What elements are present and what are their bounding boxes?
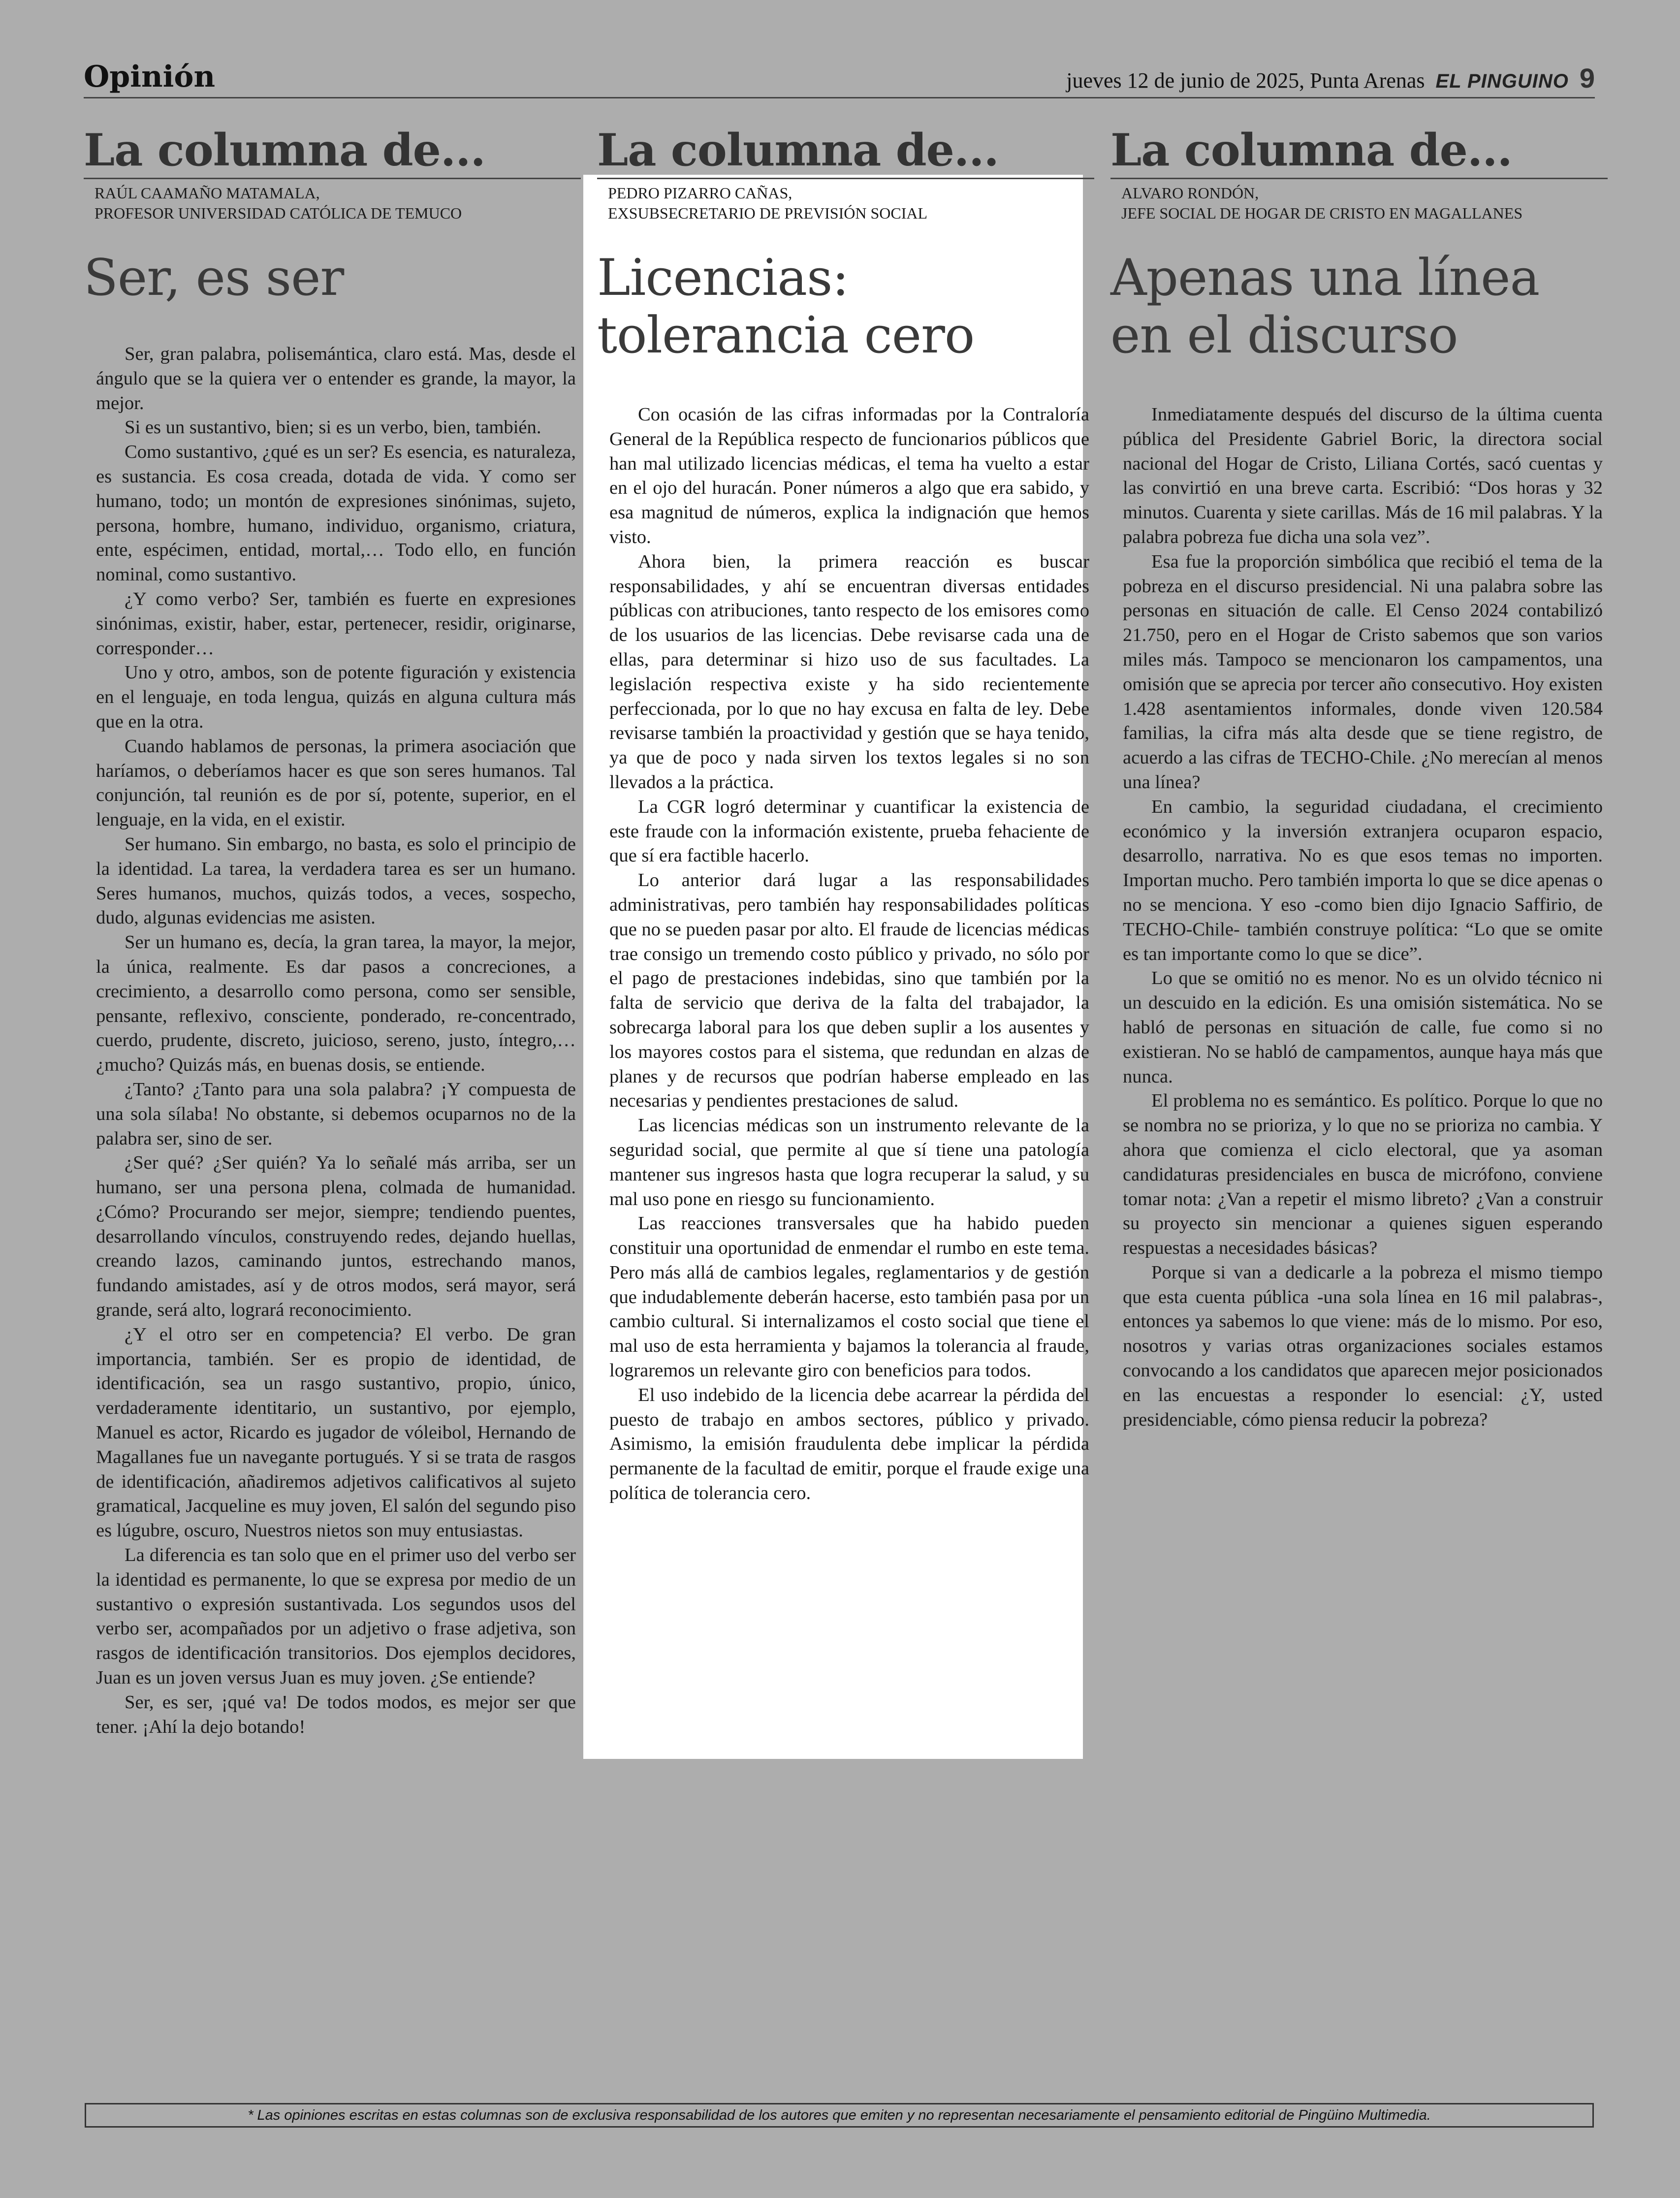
- article-body: [84, 342, 581, 1739]
- headline-line: Apenas una línea: [1110, 249, 1540, 307]
- paragraph: Inmediatamente después del discurso de la última cuenta pública del Presidente Gabriel Boric, la directora social nacional del Hogar de Cristo, Liliana Cortés, sacó cuentas y las convirtió en una breve carta. Escribió: “Dos horas y 32 minutos. Cuarenta y siete carillas. Más de 16 mil palabras. Y la palabra pobreza fue dicha una sola vez”.: [1123, 404, 1603, 547]
- paragraph: ¿Ser qué? ¿Ser quién? Ya lo señalé más arriba, ser un humano, ser una persona plena, colmada de humanidad. ¿Cómo? Procurando ser mejor, siempre; tendiendo puentes, desarrollando vínculos, construyendo redes, dejando huellas, creando lazos, caminando juntos, estrechando manos, fundando amistades, así y de otros modos, será mayor, será grande, será alto, logrará reconocimiento.: [96, 1152, 576, 1321]
- page-number: 9: [1579, 63, 1595, 94]
- author-name: PEDRO PIZARRO CAÑAS,: [608, 184, 792, 202]
- paragraph: ¿Y como verbo? Ser, también es fuerte en expresiones sinónimas, existir, haber, estar, pertenecer, residir, originarse, corresponder…: [96, 588, 576, 659]
- paragraph: Ser humano. Sin embargo, no basta, es solo el principio de la identidad. La tarea, la verdadera tarea es ser un humano. Seres humanos, muchos, quizás todos, a veces, sospecho, dudo, algunas evidencias me asisten.: [96, 833, 576, 928]
- paragraph: El uso indebido de la licencia debe acarrear la pérdida del puesto de trabajo en ambos sectores, público y privado. Asimismo, la emisión fraudulenta debe implicar la pérdida permanente de la facultad de emitir, porque el fraude exige una política de tolerancia cero.: [609, 1384, 1089, 1504]
- paragraph: ¿Y el otro ser en competencia? El verbo. De gran importancia, también. Ser es propio de identidad, de identificación, sea un rasgo sustantivo, propio, único, verdaderamente identitario, un sustantivo, por ejemplo, Manuel es actor, Ricardo es jugador de vóleibol, Hernando de Magallanes fue un navegante portugués. Y si se trata de rasgos de identificación, añadiremos adjetivos calificativos al sujeto gramatical, Jacqueline es muy joven, El salón del segundo piso es lúgubre, oscuro, Nuestros nietos son muy entusiastas.: [96, 1324, 576, 1541]
- paragraph: Lo anterior dará lugar a las responsabilidades administrativas, pero también hay responsabilidades políticas que no se pueden pasar por alto. El fraude de licencias médicas trae consigo un tremendo costo público y privado, no sólo por el pago de prestaciones indebidas, sino que también por la falta de servicio que deriva de la falta del trabajador, la sobrecarga laboral para los que deben suplir a los ausentes y los mayores costos para el sistema, que redundan en alzas de planes y de recursos que podrían haberse empleado en las necesarias y pendientes prestaciones de salud.: [609, 870, 1089, 1112]
- kicker-rule: [597, 178, 1094, 179]
- paragraph: En cambio, la seguridad ciudadana, el crecimiento económico y la inversión extranjera ocuparon espacio, desarrollo, narrativa. No es que esos temas no importen. Importan mucho. Pero también importa lo que se dice apenas o no se menciona. Y eso -como bien dijo Ignacio Saffirio, de TECHO-Chile- también construye política: “Lo que se omite es tan importante como lo que se dice”.: [1123, 796, 1603, 964]
- column-3: [1110, 126, 1608, 1432]
- paragraph: Si es un sustantivo, bien; si es un verbo, bien, también.: [125, 417, 541, 438]
- headline-line: en el discurso: [1110, 306, 1458, 365]
- header-right: [1066, 62, 1595, 94]
- footer-disclaimer: * Las opiniones escritas en estas columnas son de exclusiva responsabilidad de los autores que emiten y no representan necesariamente el pensamiento editorial de Pingüino Multimedia.: [85, 2103, 1594, 2128]
- paragraph: La CGR logró determinar y cuantificar la existencia de este fraude con la información existente, prueba fehaciente de que sí era factible hacerlo.: [609, 796, 1089, 866]
- paragraph: Ser un humano es, decía, la gran tarea, la mayor, la mejor, la única, realmente. Es dar pasos a concreciones, a crecimiento, a desarrollo como persona, como ser sensible, pensante, reflexivo, consciente, ponderado, re-concentrado, cuerdo, prudente, discreto, juicioso, sereno, justo, íntegro,… ¿mucho? Quizás más, en buenas dosis, se entiende.: [96, 932, 576, 1076]
- author-role: EXSUBSECRETARIO DE PREVISIÓN SOCIAL: [608, 204, 928, 222]
- paragraph: Uno y otro, ambos, son de potente figuración y existencia en el lenguaje, en toda lengua, quizás en alguna cultura más que en la otra.: [96, 662, 576, 732]
- dateline: jueves 12 de junio de 2025, Punta Arenas: [1066, 68, 1425, 93]
- paragraph: Ser, es ser, ¡qué va! De todos modos, es mejor ser que tener. ¡Ahí la dejo botando!: [96, 1691, 576, 1737]
- author-byline: [1110, 183, 1608, 223]
- kicker-rule: [84, 178, 581, 179]
- author-role: PROFESOR UNIVERSIDAD CATÓLICA DE TEMUCO: [95, 204, 462, 222]
- column-kicker: La columna de...: [84, 124, 485, 176]
- paragraph: Porque si van a dedicarle a la pobreza el mismo tiempo que esta cuenta pública -una sola línea en 16 mil palabras-, entonces ya sabemos lo que viene: más de lo mismo. Por eso, nosotros y varias otras organizaciones sociales estamos convocando a los candidatos que aparecen mejor posicionados en las encuestas a responder lo esencial: ¿Y, usted presidenciable, cómo piensa reducir la pobreza?: [1123, 1262, 1603, 1430]
- column-2: [597, 126, 1094, 1506]
- author-byline: [84, 183, 581, 223]
- author-name: ALVARO RONDÓN,: [1121, 184, 1259, 202]
- paragraph: El problema no es semántico. Es político. Porque lo que no se nombra no se prioriza, y lo que no se prioriza no cambia. Y ahora que comienza el ciclo electoral, que ya asoman candidaturas presidenciales en busca de micrófono, conviene tomar nota: ¿Van a repetir el mismo libreto? ¿Van a construir su proyecto sin mencionar a quienes siguen esperando respuestas a necesidades básicas?: [1123, 1090, 1603, 1259]
- newspaper-logo: EL PINGUINO: [1435, 70, 1569, 92]
- column-1: [84, 126, 581, 1739]
- paragraph: Ahora bien, la primera reacción es buscar responsabilidades, y ahí se encuentran diversas entidades públicas con atribuciones, tanto respecto de los emisores como de los usuarios de las licencias. Debe revisarse cada una de ellas, para determinar si hizo uso de sus facultades. La legislación respectiva existe y ha sido recientemente perfeccionada, por lo que no hay excusa en falta de ley. Debe revisarse también la proactividad y gestión que se haya tenido, ya que de poco y nada sirven los textos legales si no son llevados a la práctica.: [609, 551, 1089, 793]
- article-headline: [1110, 249, 1608, 364]
- article-headline: [597, 249, 1094, 364]
- headline-line: Licencias:: [597, 249, 849, 307]
- author-name: RAÚL CAAMAÑO MATAMALA,: [95, 184, 320, 202]
- paragraph: Cuando hablamos de personas, la primera asociación que haríamos, o deberíamos hacer es que son seres humanos. Tal conjunción, tal reunión es de por sí, potente, superior, en el lenguaje, en la vida, en el existir.: [96, 735, 576, 830]
- paragraph: Las licencias médicas son un instrumento relevante de la seguridad social, que permite al que sí tiene una patología mantener sus ingresos hasta que logra recuperar la salud, y su mal uso pone en riesgo su funcionamiento.: [609, 1115, 1089, 1210]
- column-kicker: La columna de...: [1110, 124, 1512, 176]
- paragraph: La diferencia es tan solo que en el primer uso del verbo ser la identidad es permanente, lo que se expresa por medio de un sustantivo o expresión sustantivada. Los segundos usos del verbo ser, acompañados por un adjetivo o frase adjetiva, son rasgos de identificación transitorios. Dos ejemplos decidores, Juan es un joven versus Juan es muy joven. ¿Se entiende?: [96, 1545, 576, 1688]
- author-role: JEFE SOCIAL DE HOGAR DE CRISTO EN MAGALLANES: [1121, 204, 1523, 222]
- kicker-rule: [1110, 178, 1608, 179]
- paragraph: ¿Tanto? ¿Tanto para una sola palabra? ¡Y compuesta de una sola sílaba! No obstante, si debemos ocuparnos no de la palabra ser, sino de ser.: [96, 1079, 576, 1149]
- headline-line: Ser, es ser: [84, 249, 344, 307]
- paragraph: Como sustantivo, ¿qué es un ser? Es esencia, es naturaleza, es sustancia. Es cosa creada, dotada de vida. Y como ser humano, todo; un montón de expresiones sinónimas, sujeto, persona, hombre, humano, individuo, organismo, criatura, ente, espécimen, entidad, mortal,… Todo ello, en función nominal, como sustantivo.: [96, 442, 576, 585]
- article-body: [1110, 403, 1608, 1432]
- paragraph: Lo que se omitió no es menor. No es un olvido técnico ni un descuido en la edición. Es una omisión sistemática. No se habló de personas en situación de calle, fue como si no existieran. No se habló de campamentos, aunque haya más que nunca.: [1123, 968, 1603, 1087]
- article-headline: [84, 249, 581, 307]
- headline-line: tolerancia cero: [597, 306, 975, 365]
- section-title: Opinión: [84, 60, 216, 94]
- paragraph: Ser, gran palabra, polisemántica, claro está. Mas, desde el ángulo que se la quiera ver o entender es grande, la mayor, la mejor.: [96, 344, 576, 414]
- paragraph: Con ocasión de las cifras informadas por la Contraloría General de la República respecto de funcionarios públicos que han mal utilizado licencias médicas, el tema ha vuelto a estar en el ojo del huracán. Poner números a algo que era sabido, y esa magnitud de números, explica la indignación que hemos visto.: [609, 404, 1089, 547]
- paragraph: Esa fue la proporción simbólica que recibió el tema de la pobreza en el discurso presidencial. Ni una palabra sobre las personas en situación de calle. El Censo 2024 contabilizó 21.750, pero en el Hogar de Cristo sabemos que son varios miles más. Tampoco se mencionaron los campamentos, una omisión que se aprecia por tercer año consecutivo. Hoy existen 1.428 asentamientos informales, donde viven 120.584 familias, la cifra más alta desde que se tiene registro, de acuerdo a las cifras de TECHO-Chile. ¿No merecían al menos una línea?: [1123, 551, 1603, 793]
- column-kicker: La columna de...: [597, 124, 999, 176]
- page-header: [84, 62, 1595, 98]
- author-byline: [597, 183, 1094, 223]
- article-body: [597, 403, 1094, 1506]
- paragraph: Las reacciones transversales que ha habido pueden constituir una oportunidad de enmendar el rumbo en este tema. Pero más allá de cambios legales, reglamentarios y de gestión que indudablemente deberán hacerse, esto también pasa por un cambio cultural. Si internalizamos el costo social que tiene el mal uso de esta herramienta y bajamos la tolerancia al fraude, lograremos un relevante giro con beneficios para todos.: [609, 1213, 1089, 1381]
